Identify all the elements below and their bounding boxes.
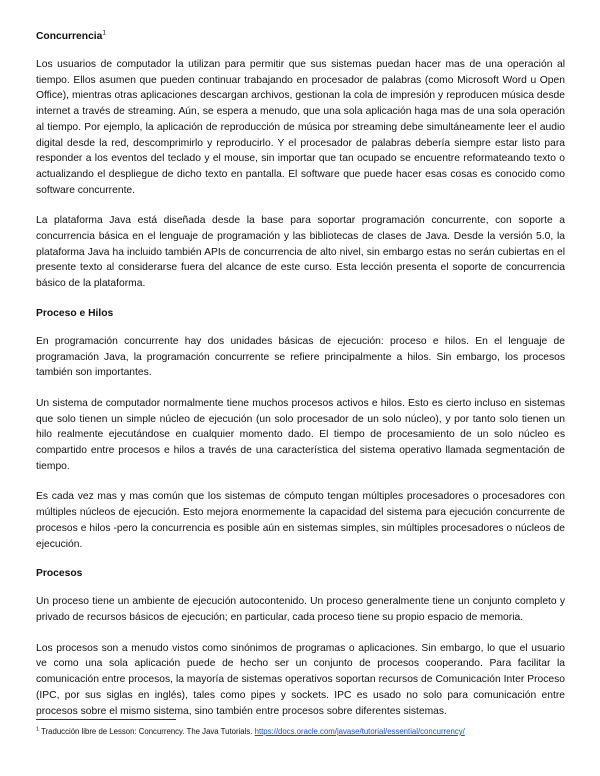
paragraph: Un sistema de computador normalmente tiene muchos procesos activos e hilos. Esto es cierto incluso en sistemas que solo tienen un simple núcleo de ejecución (un solo procesador de un solo núcleo), y por tanto solo tienen un hilo realmente ejecutándose en cualquier momento dado. El tiempo de procesamiento de un solo núcleo es compartido entre procesos e hilos a través de una característica del sistema operativo llamada segmentación de tiempo. <box>36 397 565 472</box>
document-body <box>36 30 565 719</box>
footnote-reference[interactable]: 1 <box>102 29 107 37</box>
footnote-link[interactable]: https://docs.oracle.com/javase/tutorial/essential/concurrency/ <box>254 727 465 736</box>
paragraph: En programación concurrente hay dos unidades básicas de ejecución: proceso e hilos. En el lenguaje de programación Java, la programación concurrente se refiere principalmente a hilos. Sin embargo, los procesos también son importantes. <box>36 335 565 379</box>
footnote-number: 1 <box>36 726 40 733</box>
paragraph: Los procesos son a menudo vistos como sinónimos de programas o aplicaciones. Sin embargo, lo que el usuario ve como una sola aplicación puede de hecho ser un conjunto de procesos cooperando. Para facilitar la comunicación entre procesos, la mayoría de sistemas operativos soportan recursos de Comunicación Inter Proceso (IPC, por sus siglas en inglés), tales como pipes y sockets. IPC es usado no solo para comunicación entre procesos sobre el mismo sistema, sino también entre procesos sobre diferentes sistemas. <box>36 642 565 717</box>
footnote <box>36 726 576 737</box>
heading-proceso-hilos: Proceso e Hilos <box>36 307 114 319</box>
heading-procesos: Procesos <box>36 568 83 580</box>
heading-concurrencia: Concurrencia$^1$ <box>36 29 107 42</box>
paragraph: Los usuarios de computador la utilizan para permitir que sus sistemas puedan hacer mas de una operación al tiempo. Ellos asumen que pueden continuar trabajando en procesador de palabras (como Microsoft Word u Open Office), mientras otras aplicaciones descargan archivos, gestionan la cola de impresión y reproducen música desde internet a través de streaming. Aún, se espera a menudo, que una sola aplicación haga mas de una sola operación al tiempo. Por ejemplo, la aplicación de reproducción de música por streaming debe simultáneamente leer el audio digital desde la red, descomprimirlo y reproducirlo. Y el procesador de palabras debería siempre estar listo para responder a los eventos del teclado y el mouse, sin importar que tan ocupado se encuentre reformateando texto o actualizando el despliegue de dicho texto en pantalla. El software que puede hacer esas cosas es conocido como software concurrente. <box>36 59 565 196</box>
paragraph: La plataforma Java está diseñada desde la base para soportar programación concurrente, con soporte a concurrencia básica en el lenguaje de programación y las bibliotecas de clases de Java. Desde la versión 5.0, la plataforma Java ha incluido también APIs de concurrencia de alto nivel, sin embargo estas no serán cubiertas en el presente texto al considerarse fuera del alcance de este curso. Esta lección presenta el soporte de concurrencia básico de la plataforma. <box>36 215 565 290</box>
footnote-divider <box>36 719 176 720</box>
paragraph: Es cada vez mas y mas común que los sistemas de cómputo tengan múltiples procesadores o procesadores con múltiples núcleos de ejecución. Esto mejora enormemente la capacidad del sistema para ejecución concurrente de procesos e hilos -pero la concurrencia es posible aún en sistemas simples, sin múltiples procesadores o núcleos de ejecución. <box>36 491 565 550</box>
footnote-text: Traducción libre de Lesson: Concurrency. The Java Tutorials. <box>41 727 253 736</box>
paragraph: Un proceso tiene un ambiente de ejecución autocontenido. Un proceso generalmente tiene un conjunto completo y privado de recursos básicos de ejecución; en particular, cada proceso tiene su propio espacio de memoria. <box>36 596 565 623</box>
